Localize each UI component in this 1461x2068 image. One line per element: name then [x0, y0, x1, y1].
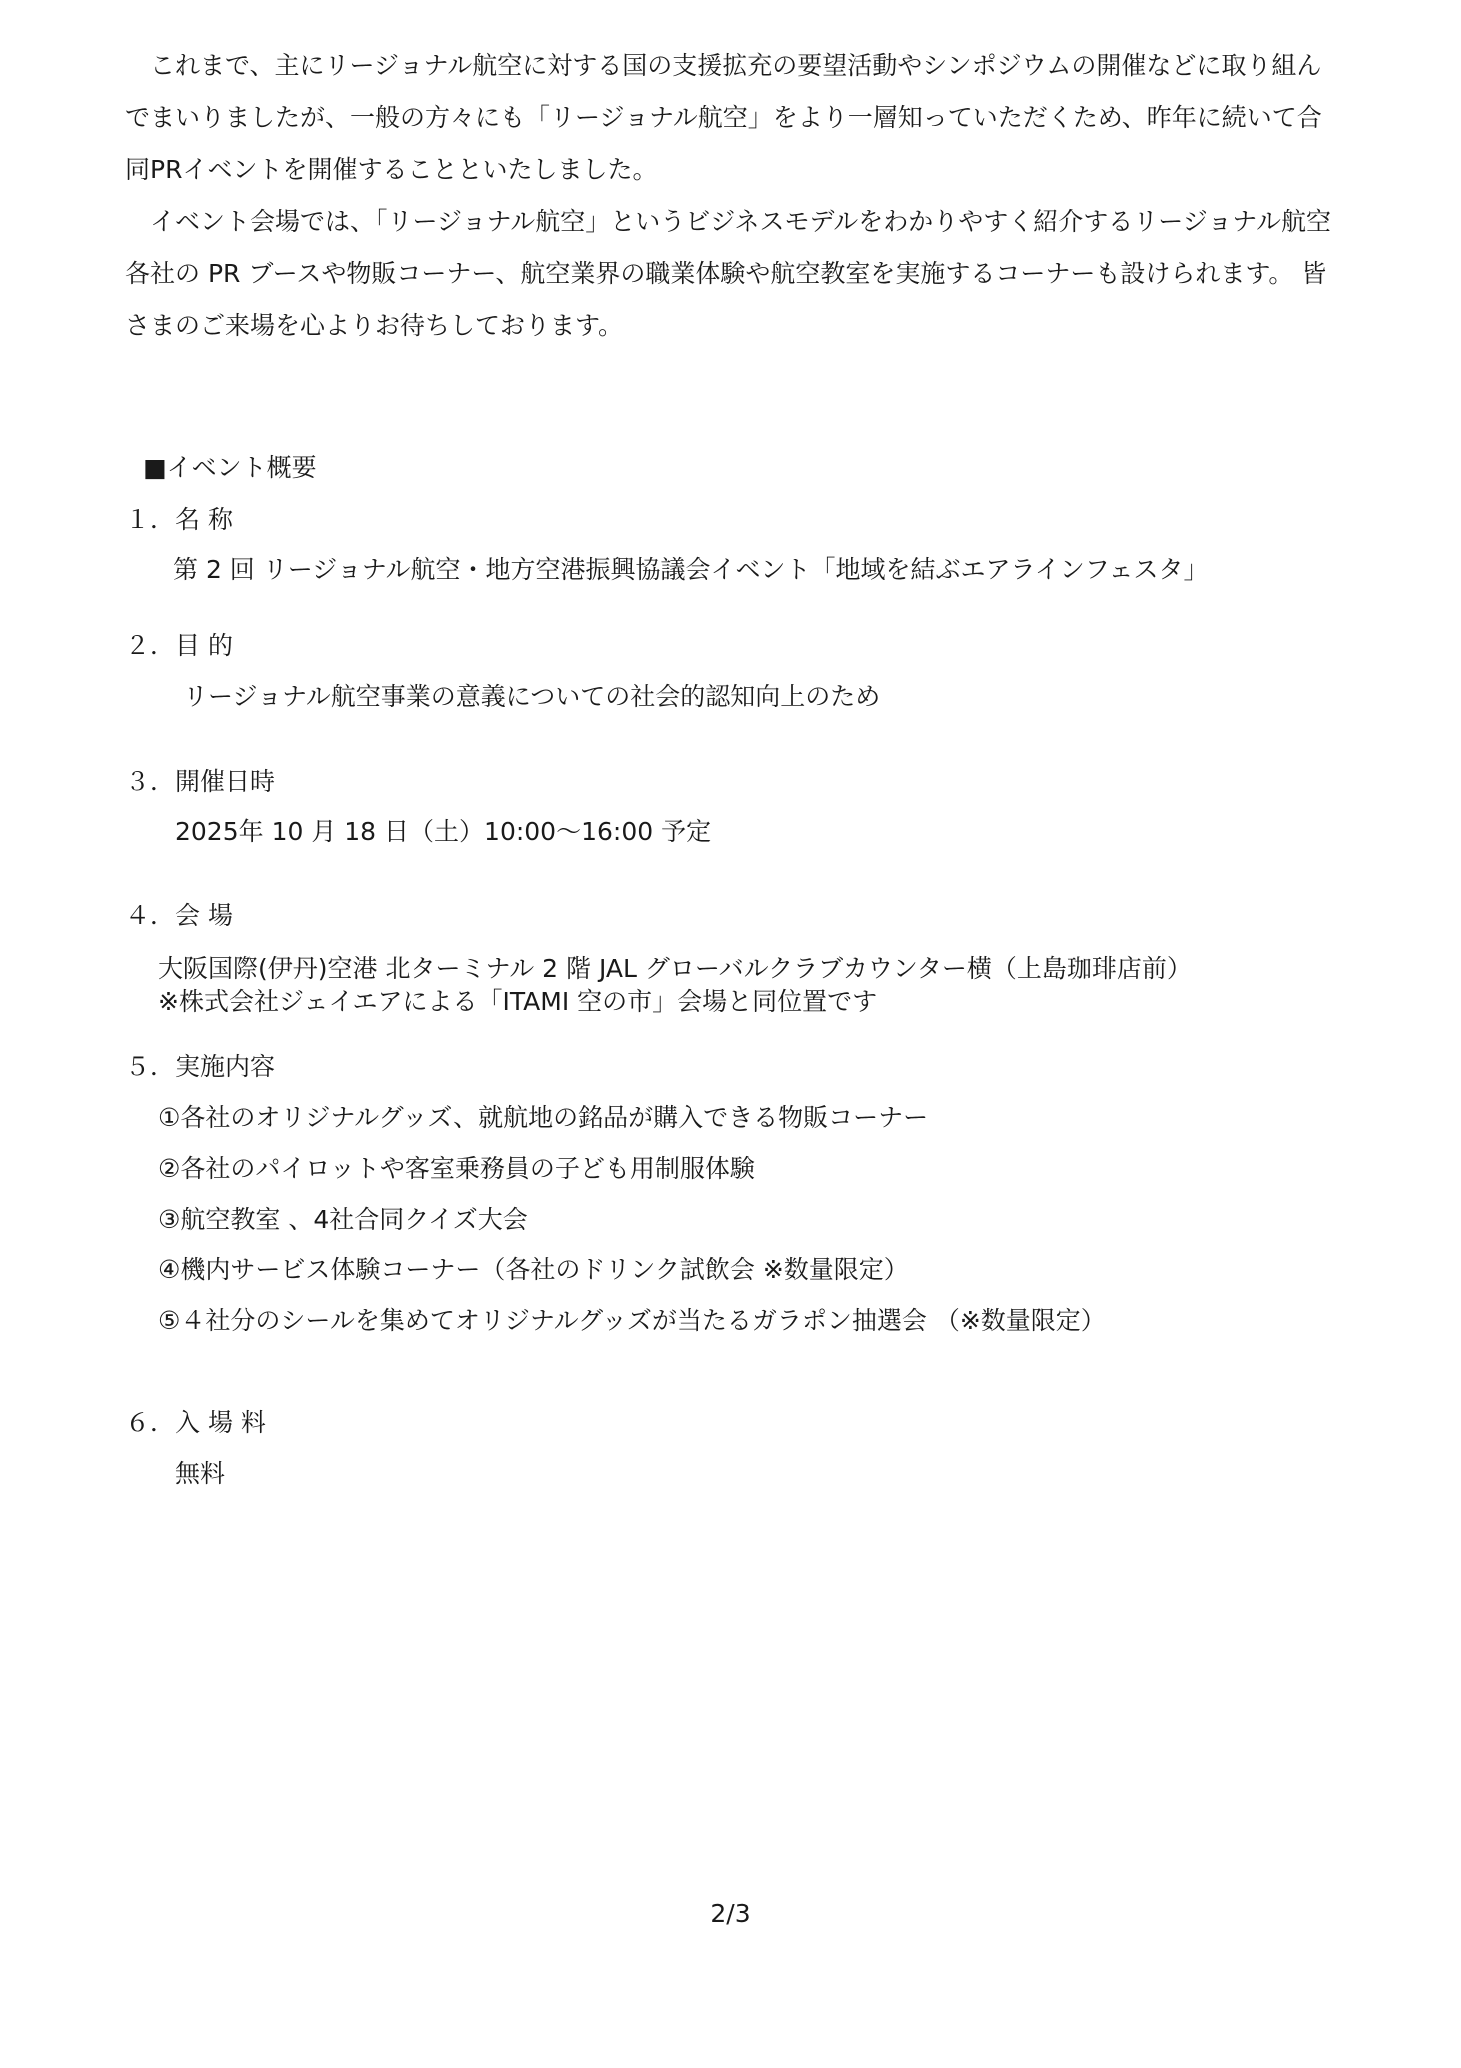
- intro-paragraph: これまで、主にリージョナル航空に対する国の支援拡充の要望活動やシンポジウムの開催などに取り組んでまいりましたが、一般の方々にも「リージョナル航空」をより一層知っていただくため、昨年に続いて合同PRイベントを開催することといたしました。: [125, 51, 1322, 184]
- item-body-venue-note: ※株式会社ジェイエアによる「ITAMI 空の市」会場と同位置です: [158, 987, 878, 1016]
- item-body-venue: 大阪国際(伊丹)空港 北ターミナル 2 階 JAL グローバルクラブカウンター横（上島珈琲店前）: [158, 954, 1192, 983]
- contents-list-item: ②各社のパイロットや客室乗務員の子ども用制服体験: [158, 1154, 755, 1183]
- contents-list-item: ⑤４社分のシールを集めてオリジナルグッズが当たるガラポン抽選会 （※数量限定）: [158, 1306, 1106, 1335]
- item-body-date: 2025年 10 月 18 日（土）10:00〜16:00 予定: [175, 817, 712, 846]
- item-body-purpose: リージョナル航空事業の意義についての社会的認知向上のため: [183, 682, 881, 711]
- item-body-admission: 無料: [175, 1459, 226, 1488]
- item-title-admission: ６．入 場 料: [125, 1408, 266, 1437]
- contents-list-item: ④機内サービス体験コーナー（各社のドリンク試飲会 ※数量限定）: [158, 1255, 909, 1284]
- intro-paragraph: イベント会場では、「リージョナル航空」というビジネスモデルをわかりやすく紹介するリージョナル航空各社の PR ブースや物販コーナー、航空業界の職業体験や航空教室を実施するコーナーも設けられます。 皆さまのご来場を心よりお待ちしております。: [125, 207, 1332, 340]
- page-number: 2/3: [710, 1899, 751, 1928]
- contents-list-item: ①各社のオリジナルグッズ、就航地の銘品が購入できる物販コーナー: [158, 1103, 929, 1132]
- item-title-name: １．名 称: [125, 505, 233, 534]
- item-body-name: 第 2 回 リージョナル航空・地方空港振興協議会イベント「地域を結ぶエアラインフェスタ」: [173, 555, 1209, 584]
- intro-section: [125, 40, 1345, 352]
- item-title-purpose: ２．目 的: [125, 631, 233, 660]
- overview-heading: ■イベント概要: [143, 453, 317, 482]
- item-title-contents: ５．実施内容: [125, 1052, 276, 1081]
- item-title-venue: ４．会 場: [125, 901, 233, 930]
- item-title-date: ３．開催日時: [125, 767, 276, 796]
- contents-list-item: ③航空教室 、4社合同クイズ大会: [158, 1205, 528, 1234]
